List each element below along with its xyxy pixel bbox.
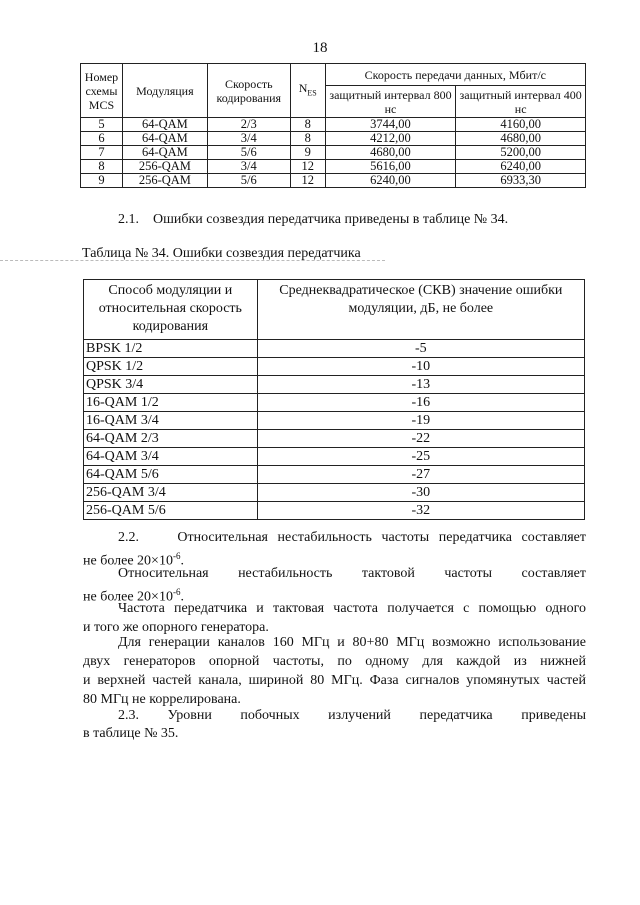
header-evm: Среднеквадратическое (СКВ) значение ошибки модуляции, дБ, не более [257,280,584,340]
para-2-2-line: 80 МГц не коррелирована. [83,692,241,707]
cell-mcs: 9 [81,174,123,188]
cell-nes: 9 [290,146,325,160]
cell-modulation: 64-QAM [122,118,207,132]
table-row [84,412,585,430]
table-row [81,160,586,174]
cell-mode: 256-QAM 3/4 [84,484,258,502]
para-2-2-line: и верхней частей канала, шириной 80 МГц. Фаза сигналов упомянутых частей [83,673,586,688]
cell-mode: 64-QAM 2/3 [84,430,258,448]
cell-rate-800: 3744,00 [325,118,456,132]
cell-nes: 12 [290,160,325,174]
cell-mode: 16-QAM 1/2 [84,394,258,412]
cell-rate-800: 5616,00 [325,160,456,174]
page-number: 18 [312,40,328,56]
table-row [84,448,585,466]
cell-modulation: 256-QAM [122,174,207,188]
cell-nes: 8 [290,118,325,132]
cell-modulation: 64-QAM [122,132,207,146]
cell-rate-400: 4160,00 [456,118,586,132]
cell-modulation: 64-QAM [122,146,207,160]
cell-mcs: 5 [81,118,123,132]
para-2-2-line: Частота передатчика и тактовая частота получается с помощью одного [118,601,586,616]
table-row [84,376,585,394]
cell-mode: 256-QAM 5/6 [84,502,258,520]
table-row [84,340,585,358]
paragraph-2-1: 2.1. Ошибки созвездия передатчика приведены в таблице № 34. [118,212,509,227]
cell-mcs: 6 [81,132,123,146]
table-row [81,146,586,160]
table-row [81,174,586,188]
cell-evm: -16 [257,394,584,412]
table-row [84,466,585,484]
header-mcs: Номер схемы MCS [81,64,123,118]
table-row [81,118,586,132]
cell-mode: 64-QAM 5/6 [84,466,258,484]
para-2-2-line: Для генерации каналов 160 МГц и 80+80 МГц возможно использование [118,635,586,650]
para-2-2-line: и того же опорного генератора. [83,620,269,635]
cell-mode: 16-QAM 3/4 [84,412,258,430]
header-gi-800: защитный интервал 800 нс [325,86,456,118]
para-2-2-line: не более $20\times 10^{-6}$. [83,551,184,569]
table-row [84,502,585,520]
table-row [84,430,585,448]
cell-evm: -10 [257,358,584,376]
cell-evm: -30 [257,484,584,502]
para-2-3-line: 2.3. Уровни побочных излучений передатчика приведены [118,708,586,723]
cell-rate-800: 4680,00 [325,146,456,160]
cell-evm: -5 [257,340,584,358]
para-2-2-line: Относительная нестабильность тактовой частоты составляет [118,566,586,581]
para-2-2-line: двух генераторов опорной частоты, по одному для каждой из нижней [83,654,586,669]
cell-rate-400: 6240,00 [456,160,586,174]
para-2-2-line: не более $20\times 10^{-6}$. [83,587,184,605]
cell-rate-400: 4680,00 [456,132,586,146]
cell-rate-400: 6933,30 [456,174,586,188]
cell-mode: QPSK 1/2 [84,358,258,376]
cell-evm: -19 [257,412,584,430]
table-34-caption: Таблица № 34. Ошибки созвездия передатчика [82,246,361,261]
data-rate-table [80,63,586,188]
cell-coding-rate: 2/3 [207,118,290,132]
cell-evm: -13 [257,376,584,394]
cell-evm: -32 [257,502,584,520]
cell-evm: -27 [257,466,584,484]
header-modulation-mode: Способ модуляции и относительная скорость кодирования [84,280,258,340]
cell-nes: 8 [290,132,325,146]
table-row [84,358,585,376]
constellation-error-table [83,279,585,520]
cell-coding-rate: 3/4 [207,160,290,174]
cell-coding-rate: 5/6 [207,146,290,160]
cell-mode: BPSK 1/2 [84,340,258,358]
cell-mode: QPSK 3/4 [84,376,258,394]
header-modulation: Модуляция [122,64,207,118]
cell-evm: -25 [257,448,584,466]
para-2-2-line: 2.2. Относительная нестабильность частоты передатчика составляет [118,530,586,545]
table-row [81,132,586,146]
cell-rate-800: 4212,00 [325,132,456,146]
header-data-rate: Скорость передачи данных, Мбит/с [325,64,585,86]
table-row [84,394,585,412]
para-2-3-line: в таблице № 35. [83,726,179,741]
header-coding-rate: Скорость кодирования [207,64,290,118]
cell-nes: 12 [290,174,325,188]
table-row [84,484,585,502]
cell-rate-800: 6240,00 [325,174,456,188]
cell-evm: -22 [257,430,584,448]
header-gi-400: защитный интервал 400 нс [456,86,586,118]
cell-coding-rate: 3/4 [207,132,290,146]
cell-mode: 64-QAM 3/4 [84,448,258,466]
cell-rate-400: 5200,00 [456,146,586,160]
cell-modulation: 256-QAM [122,160,207,174]
cell-mcs: 7 [81,146,123,160]
header-nes: $N_{ES}$ [290,64,325,118]
cell-mcs: 8 [81,160,123,174]
cell-coding-rate: 5/6 [207,174,290,188]
